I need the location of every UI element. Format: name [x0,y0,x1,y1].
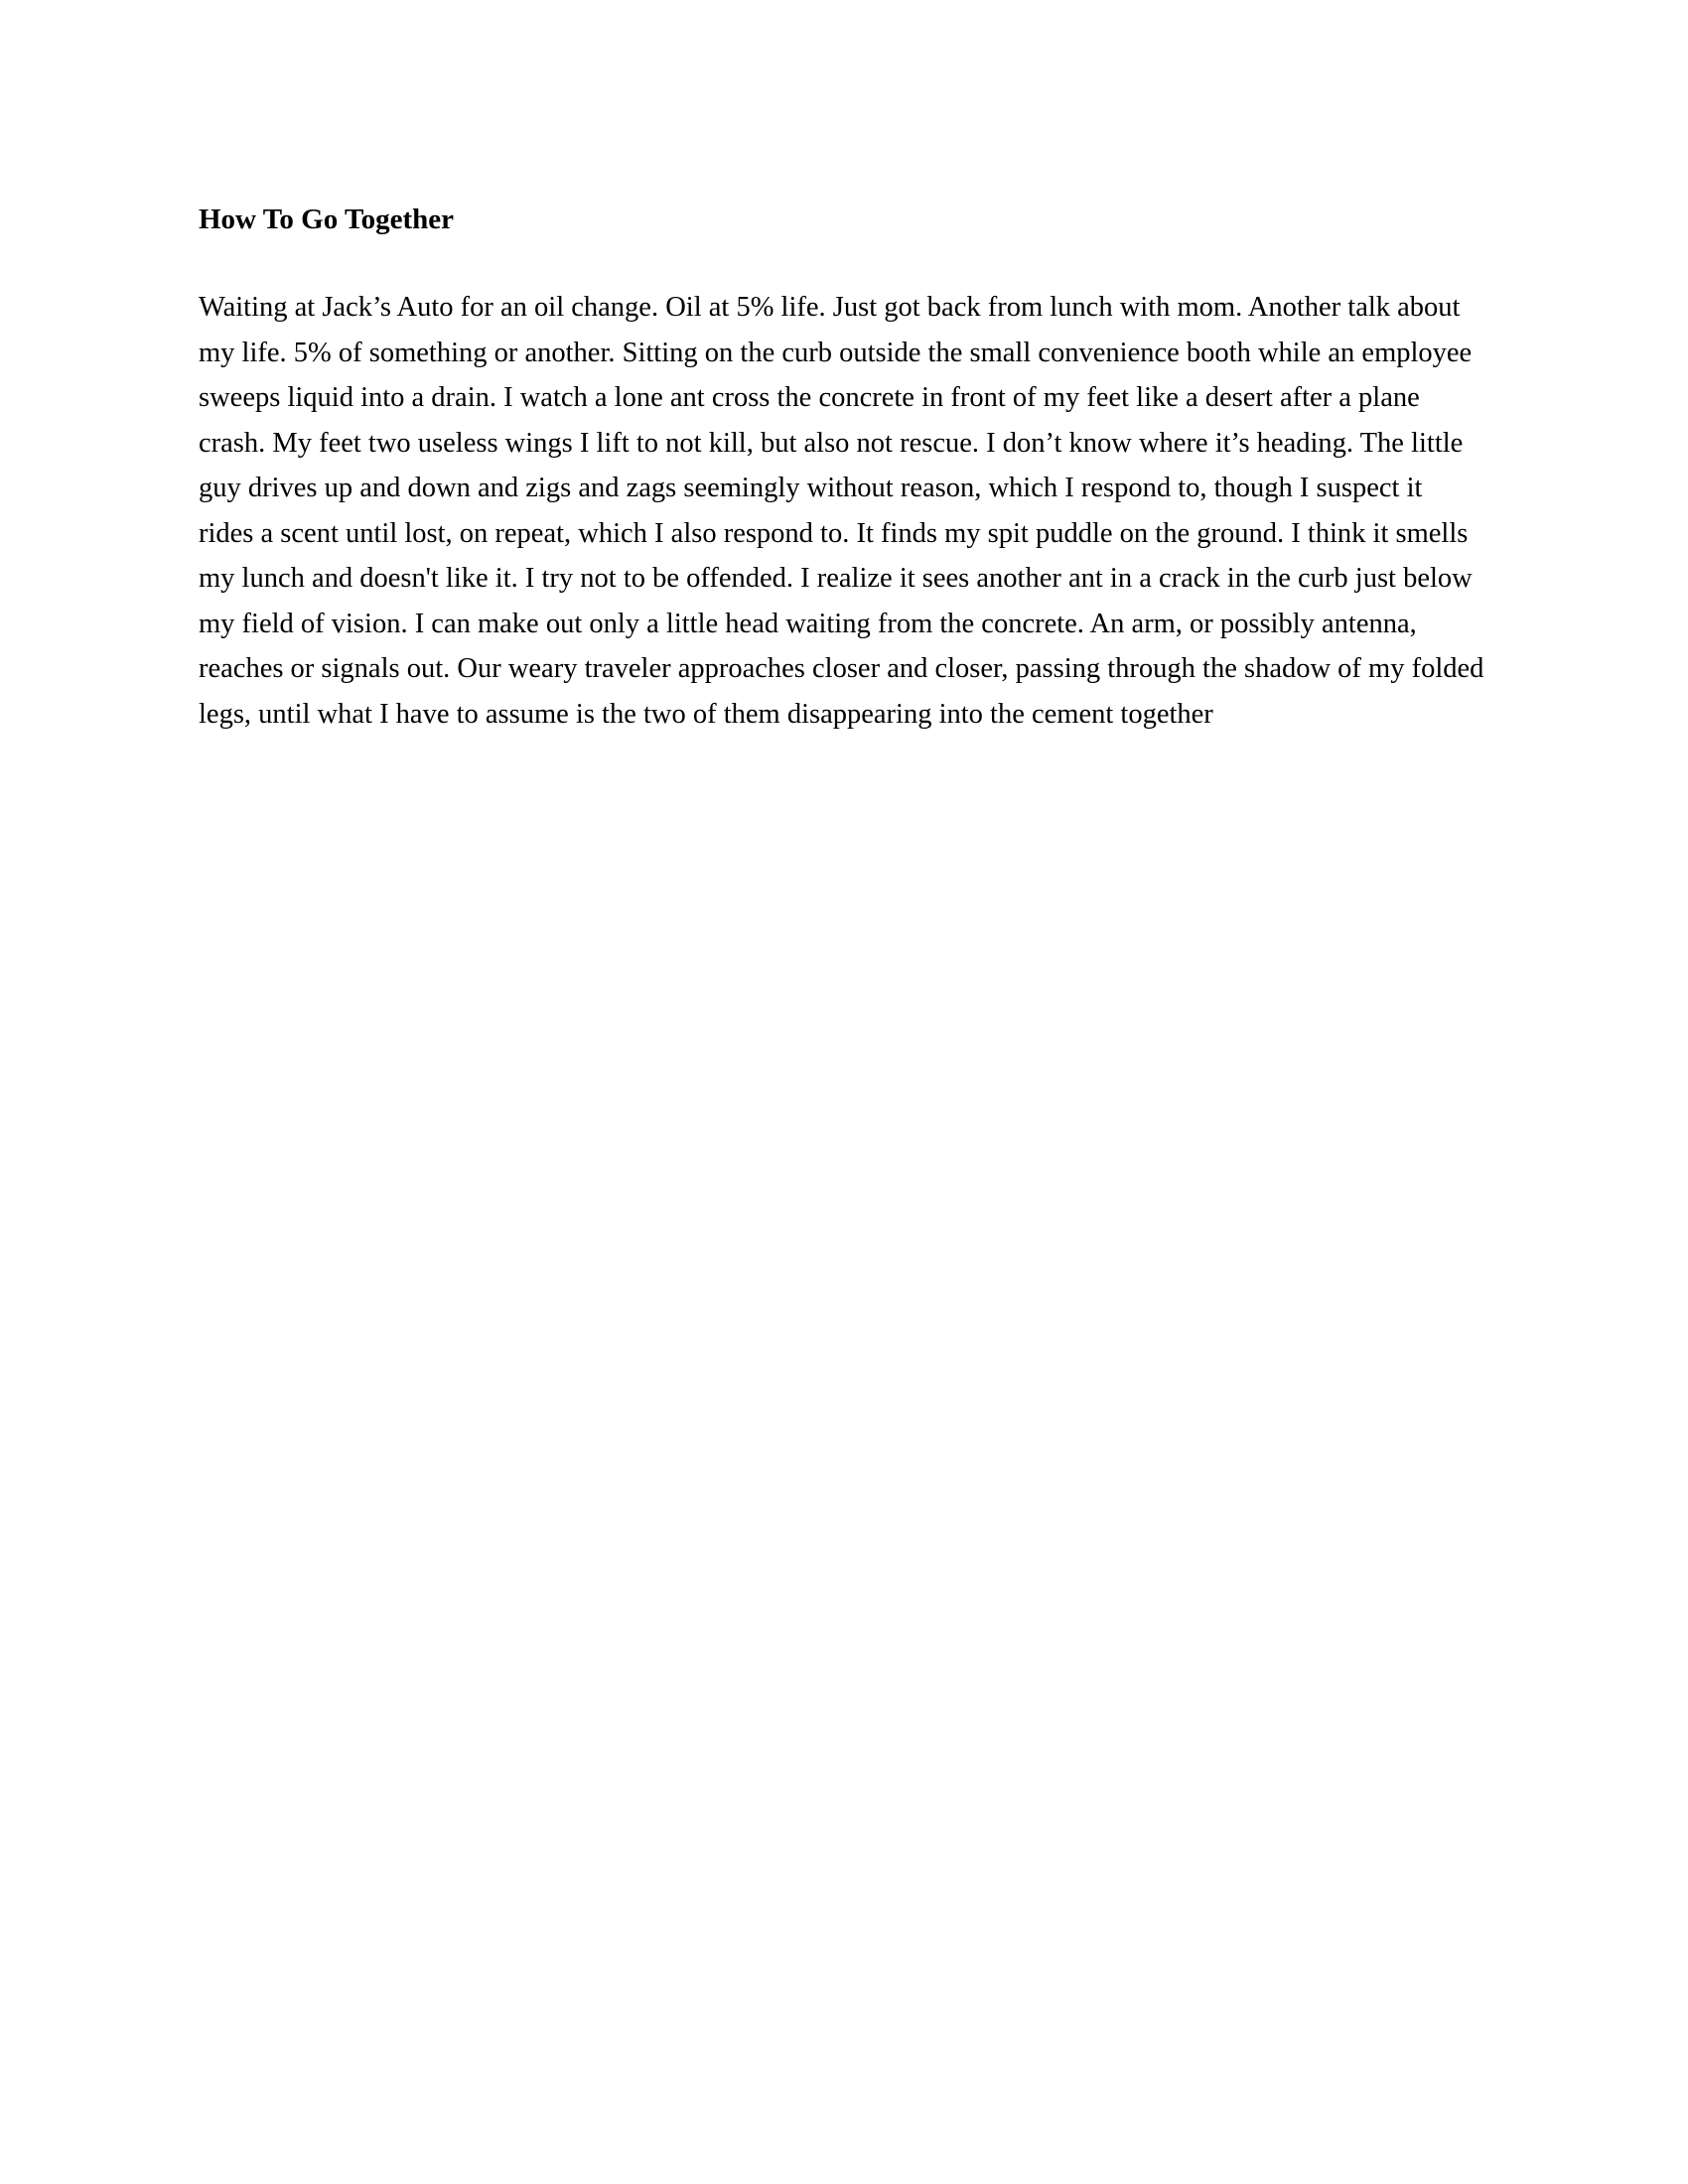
body-line: legs, until what I have to assume is the two of them disappearing into the cement together [199,698,1213,730]
body-line: crash. My feet two useless wings I lift to not kill, but also not rescue. I don’t know where it’s heading. The little [199,427,1464,459]
body-line: my life. 5% of something or another. Sitting on the curb outside the small convenience booth while an employee [199,337,1473,368]
body-line: Waiting at Jack’s Auto for an oil change. Oil at 5% life. Just got back from lunch with mom. Another talk about [199,292,1461,323]
body-line: guy drives up and down and zigs and zags seemingly without reason, which I respond to, though I suspect it [199,473,1423,503]
body-line: sweeps liquid into a drain. I watch a lone ant cross the concrete in front of my feet like a desert after a plane [199,382,1420,413]
body-line: reaches or signals out. Our weary traveler approaches closer and closer, passing through the shadow of my folded [199,653,1484,684]
body-paragraph [199,285,1489,737]
document-content [199,194,1489,737]
document-title: How To Go Together [199,204,455,235]
body-line: my field of vision. I can make out only a little head waiting from the concrete. An arm, or possibly antenna, [199,608,1417,639]
body-line: my lunch and doesn't like it. I try not to be offended. I realize it sees another ant in a crack in the curb just below [199,563,1473,594]
body-line: rides a scent until lost, on repeat, which I also respond to. It finds my spit puddle on the ground. I think it smells [199,517,1469,549]
